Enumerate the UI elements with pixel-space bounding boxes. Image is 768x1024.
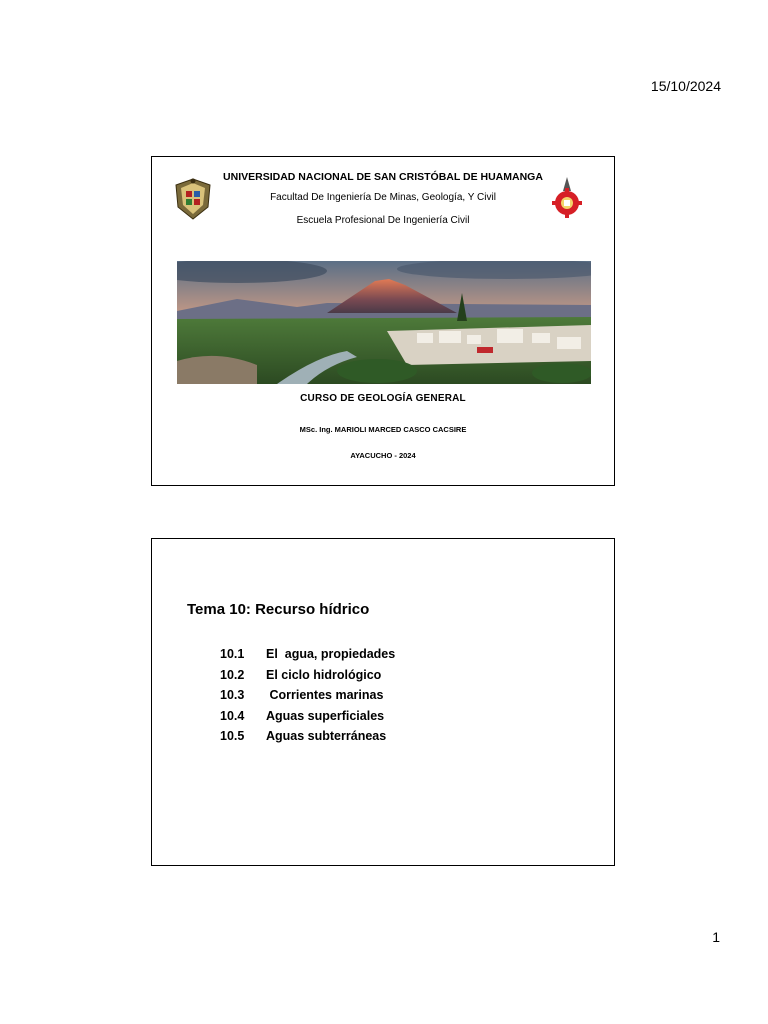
page-number: 1 [712, 929, 720, 945]
faculty-gear-logo-icon [552, 175, 582, 219]
place-year: AYACUCHO - 2024 [350, 451, 416, 460]
topic-list [220, 647, 395, 750]
topic-title: Tema 10: Recurso hídrico [187, 601, 370, 618]
school-name: Escuela Profesional De Ingeniería Civil [296, 215, 470, 226]
university-name: UNIVERSIDAD NACIONAL DE SAN CRISTÓBAL DE HUAMANGA [223, 171, 543, 183]
course-title: CURSO DE GEOLOGÍA GENERAL [300, 393, 466, 404]
list-item: 10.4 Aguas superficiales [220, 708, 385, 723]
slide-title-page [151, 156, 615, 486]
instructor-name: MSc. Ing. MARIOLI MARCED CASCO CACSIRE [299, 425, 467, 434]
list-item: 10.5 Aguas subterráneas [220, 729, 387, 743]
faculty-name: Facultad De Ingeniería De Minas, Geología, Y Civil [270, 192, 496, 203]
volcano-city-photo [177, 261, 591, 384]
date-label: 15/10/2024 [650, 78, 721, 94]
list-item: 10.1 El agua, propiedades [220, 647, 396, 661]
slide-topic-outline [151, 538, 615, 866]
list-item: 10.2 El ciclo hidrológico [220, 667, 382, 682]
list-item: 10.3 Corrientes marinas [220, 688, 384, 702]
